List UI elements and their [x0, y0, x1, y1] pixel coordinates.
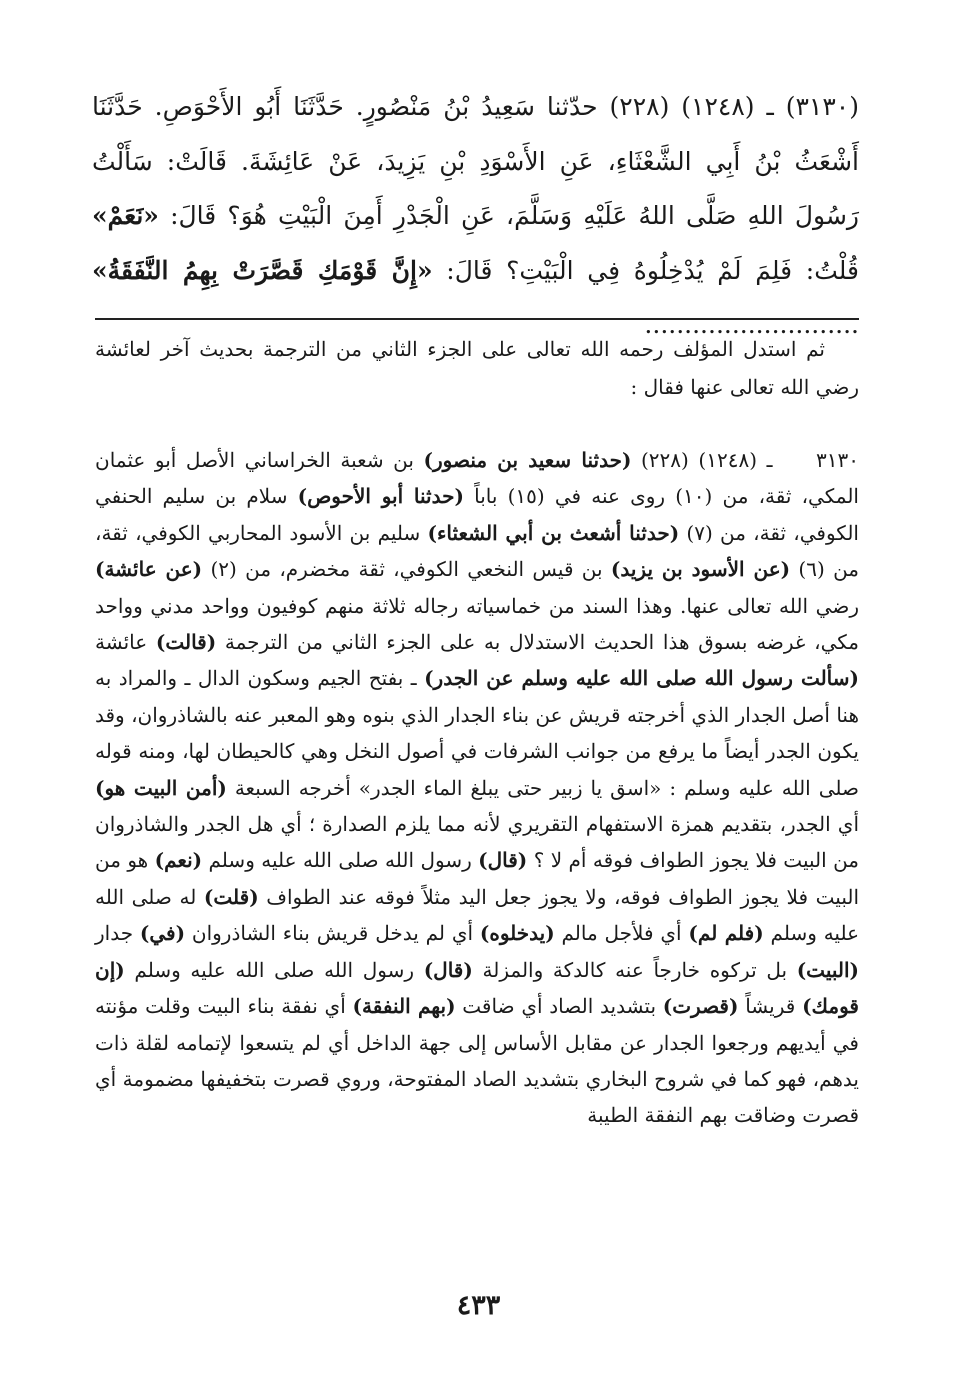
commentary-intro-text: ثم استدل المؤلف رحمه الله تعالى على الجزء الثاني من الترجمة بحديث آخر لعائشة رضي الله تعالى عنها فقال :	[95, 337, 859, 399]
hadith-mid: قُلْتُ: فَلِمَ لَمْ يُدْخِلُوهُ فِي الْبَيْتِ؟ قَالَ:	[432, 255, 859, 285]
commentary-bold-phrase: (عن عائشة)	[95, 557, 203, 582]
commentary-text: هو من البيت فلا يجوز الطواف فوقه، ولا يجوز جعل اليد مثلاً فوقه عند الطواف	[95, 848, 860, 909]
commentary-bold-phrase: (قال)	[423, 957, 473, 982]
commentary-bold-phrase: (في)	[139, 921, 186, 946]
commentary-text: ـ بفتح الجيم وسكون الدال ـ والمراد به هنا أصل الجدار الذي أخرجته قريش عن بناء الجدار الذي بنوه وهو المعبر عنه بالشاذروان، وقد يكون الجدر أيضاً ما يرفع من جوانب الشرفات في أصول النخل وهي كالحيطان لها، ومنه قوله صلى الله عليه وسلم : «اسق يا زبير حتى يبلغ الماء الجدر» أخرجه السبعة	[95, 666, 860, 800]
commentary-indent	[782, 448, 816, 472]
commentary-bold-phrase: (يدخلوه)	[479, 921, 555, 946]
commentary-bold-phrase: (حدثنا أشعث بن أبي الشعثاء)	[427, 520, 680, 545]
hadith-dots: ...........................	[644, 310, 859, 339]
commentary-bold-phrase: (حدثنا أبو الأحوص)	[297, 484, 464, 509]
commentary-bold-phrase: (قلت)	[203, 884, 259, 909]
commentary-bold-phrase: (نعم)	[154, 848, 203, 873]
commentary-bold-phrase: (فلم لم)	[688, 921, 764, 946]
hadith-answer-yes: «نَعَمْ»	[92, 201, 159, 230]
commentary-text: أي لم يدخل قريش بناء الشاذروان	[185, 921, 480, 946]
commentary-text: قريشاً	[738, 994, 803, 1019]
commentary-intro	[95, 330, 859, 406]
commentary-text: بن شعبة الخراساني الأصل أبو عثمان المكي، ثقة، من (١٠) روى عنه في (١٥) باباً	[95, 448, 859, 509]
commentary-text: أي الجدر، بتقديم همزة الاستفهام التقريري لأنه مما يلزم الصدارة ؛ أي هل الجدر والشاذروان من البيت فلا يجوز الطواف فوقه أم لا ؟	[95, 812, 860, 873]
commentary-bold-phrase: (أمن البيت هو)	[95, 775, 227, 800]
commentary-text: سليم بن الأسود المحاربي الكوفي، ثقة، من (٦)	[95, 520, 860, 582]
commentary-text: ٣١٣٠ ـ (١٢٤٨) (٢٢٨)	[631, 448, 859, 472]
commentary-text: عائشة	[95, 630, 156, 655]
commentary-text: بن قيس النخعي الكوفي، ثقة مخضرم، من (٢)	[202, 557, 611, 582]
commentary-bold-phrase: (إن قومك)	[95, 957, 859, 1019]
commentary-text: رسول الله صلى الله عليه وسلم	[202, 848, 479, 873]
page-number: ٤٣٣	[456, 1290, 501, 1321]
commentary-bold-phrase: (قصرت)	[662, 994, 739, 1019]
commentary-text: بل تركوه خارجاً عنه كالدكة والمزلة	[472, 957, 797, 982]
commentary-text: بتشديد الصاد أي ضاقت	[455, 994, 663, 1019]
hadith-lead: (٣١٣٠) ـ (١٢٤٨) (٢٢٨) حدّثنا سَعِيدُ بْنُ مَنْصُورٍ. حَدَّثَنَا أَبُو الأَحْوَصِ. حَدَّثَنَا أَشْعَثُ بْنُ أَبِي الشَّعْثَاءِ، عَنِ الأَسْوَدِ بْنِ يَزِيدَ، عَنْ عَائِشَةَ. قَالَتْ: سَأَلْتُ رَسُولَ اللهِ صَلَّى اللهُ عَلَيْهِ وَسَلَّمَ، عَنِ الْجَدْرِ أَمِنَ الْبَيْتِ هُوَ؟ قَالَ:	[92, 92, 859, 230]
commentary-body	[95, 442, 859, 1134]
commentary-text: رضي الله تعالى عنها. وهذا السند من خماسياته رجاله ثلاثة منهم كوفيون وواحد مدني وواحد مكي، غرضه بسوق هذا الحديث الاستدلال به على الجزء الثاني من الترجمة	[95, 593, 859, 655]
commentary-text: سلام بن سليم الحنفي الكوفي، ثقة، من (٧)	[95, 484, 859, 545]
commentary-bold-phrase: (قالت)	[155, 630, 217, 655]
commentary-bold-phrase: (بهم النفقة)	[352, 994, 456, 1019]
commentary-text: جدار	[95, 921, 140, 946]
commentary-text: رسول الله صلى الله عليه وسلم	[124, 957, 424, 982]
footnote-divider	[95, 318, 859, 320]
commentary-bold-phrase: (قال)	[478, 848, 528, 873]
commentary-bold-phrase: (البيت)	[796, 957, 860, 982]
hadith-text	[92, 80, 859, 353]
hadith-answer-reason: «إِنَّ قَوْمَكِ قَصَّرَتْ بِهِمُ النَّفَقَةُ»	[92, 255, 433, 285]
commentary-text: أي نفقة بناء البيت وقلت مؤنته في أيديهم ورجعوا الجدار عن مقابل الأساس إلى جهة الداخل أي لم يتسعوا لإتمامه لقلة ذات يدهم، فهو كما في شروح البخاري بتشديد الصاد المفتوحة، وروي قصرت بتخفيفها مضمومة أي قصرت وضاقت بهم النفقة الطيبة	[95, 994, 859, 1128]
commentary-bold-phrase: (سألت رسول الله صلى الله عليه وسلم عن الجدر)	[424, 666, 859, 691]
commentary-text: أي فلأجل مالم	[554, 921, 689, 946]
commentary-bold-phrase: (عن الأسود بن يزيد)	[610, 557, 791, 582]
commentary-bold-phrase: (حدثنا سعيد بن منصور)	[423, 448, 632, 472]
commentary-text: له صلى الله عليه وسلم	[95, 884, 860, 946]
